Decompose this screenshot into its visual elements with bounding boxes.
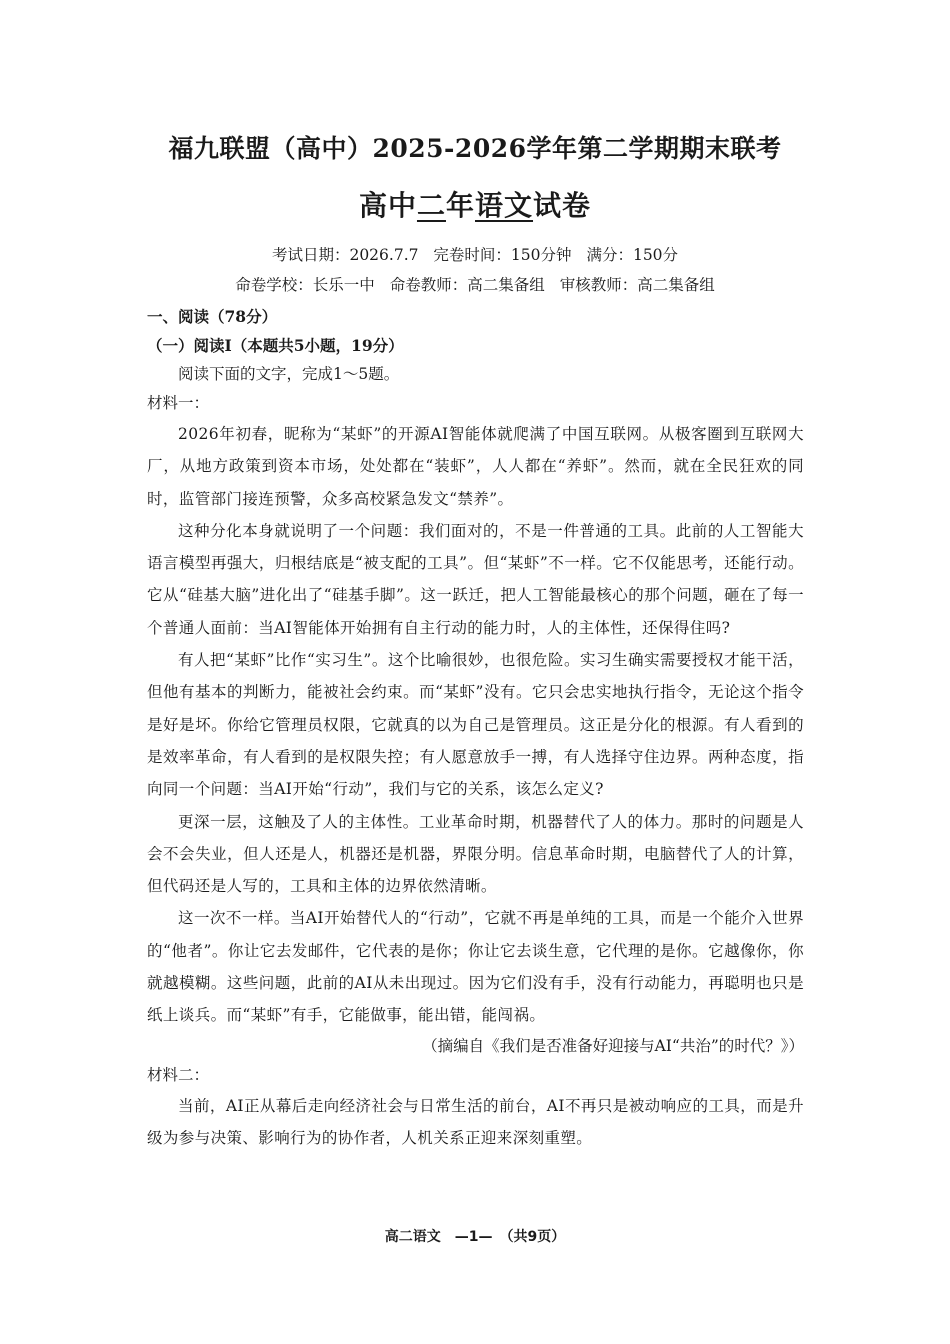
exam-meta-line-1: [0, 244, 950, 266]
section-heading: 一、阅读（78分）: [147, 307, 278, 326]
paper-title: [0, 186, 950, 226]
exam-title: 福九联盟（高中）2025-2026学年第二学期期末联考: [168, 134, 782, 163]
exam-date: 考试日期：2026.7.7: [271, 246, 419, 264]
paper-title-grade: 二: [416, 189, 446, 222]
material-1-paragraph: 2026年初春，昵称为“某虾”的开源AI智能体就爬满了中国互联网。从极客圈到互联网大厂，从地方政策到资本市场，处处都在“装虾”，人人都在“养虾”。然而，就在全民狂欢的同时，监管部门接连预警，众多高校紧急发文“禁养”。: [147, 425, 804, 508]
setting-teacher: 命卷教师：高二集备组: [389, 276, 545, 294]
paper-title-subject: 语文: [475, 189, 534, 222]
material-1-paragraph: 这一次不一样。当AI开始替代人的“行动”，它就不再是单纯的工具，而是一个能介入世界的“他者”。你让它去发邮件，它代表的是你；你让它去谈生意，它代理的是你。它越像你，你就越模糊。这些问题，此前的AI从未出现过。因为它们没有手，没有行动能力，再聪明也只是纸上谈兵。而“某虾”有手，它能做事，能出错，能闯祸。: [147, 909, 804, 1025]
review-teacher: 审核教师：高二集备组: [559, 276, 715, 294]
material-1-label: 材料一：: [147, 394, 210, 412]
exam-content: [147, 302, 804, 1154]
paper-title-part: 高中: [358, 189, 417, 222]
material-1-paragraph: 有人把“某虾”比作“实习生”。这个比喻很妙，也很危险。实习生确实需要授权才能干活，但他有基本的判断力，能被社会约束。而“某虾”没有。它只会忠实地执行指令，无论这个指令是好是坏。你给它管理员权限，它就真的以为自己是管理员。这正是分化的根源。有人看到的是效率革命，有人看到的是权限失控；有人愿意放手一搏，有人选择守住边界。两种态度，指向同一个问题：当AI开始“行动”，我们与它的关系，该怎么定义?: [147, 651, 804, 799]
paper-title-part: 试卷: [533, 189, 592, 222]
paper-title-part: 年: [445, 189, 475, 222]
sub-section-heading: （一）阅读Ⅰ（本题共5小题，19分）: [147, 336, 404, 355]
reading-instruction: 阅读下面的文字，完成1～5题。: [178, 365, 400, 383]
page-footer: 高二语文 —1— （共9页）: [384, 1229, 566, 1245]
setting-school: 命卷学校：长乐一中: [235, 276, 375, 294]
exam-duration: 完卷时间：150分钟: [433, 246, 572, 264]
material-2-label: 材料二：: [147, 1065, 210, 1084]
material-2-paragraph: 当前，AI正从幕后走向经济社会与日常生活的前台，AI不再只是被动响应的工具，而是升级为参与决策、影响行为的协作者，人机关系正迎来深刻重塑。: [147, 1096, 804, 1147]
material-1-paragraph: 这种分化本身就说明了一个问题：我们面对的，不是一件普通的工具。此前的人工智能大语言模型再强大，归根结底是“被支配的工具”。但“某虾”不一样。它不仅能思考，还能行动。它从“硅基大脑”进化出了“硅基手脚”。这一跃迁，把人工智能最核心的那个问题，砸在了每一个普通人面前：当AI智能体开始拥有自主行动的能力时，人的主体性，还保得住吗?: [147, 521, 804, 637]
exam-meta-line-2: [0, 274, 950, 296]
material-1-paragraph: 更深一层，这触及了人的主体性。工业革命时期，机器替代了人的体力。那时的问题是人会不会失业，但人还是人，机器还是机器，界限分明。信息革命时期，电脑替代了人的计算，但代码还是人写的，工具和主体的边界依然清晰。: [147, 812, 804, 896]
exam-full-score: 满分：150分: [586, 246, 679, 264]
material-1-source: （摘编自《我们是否准备好迎接与AI“共治”的时代？》）: [422, 1036, 804, 1055]
